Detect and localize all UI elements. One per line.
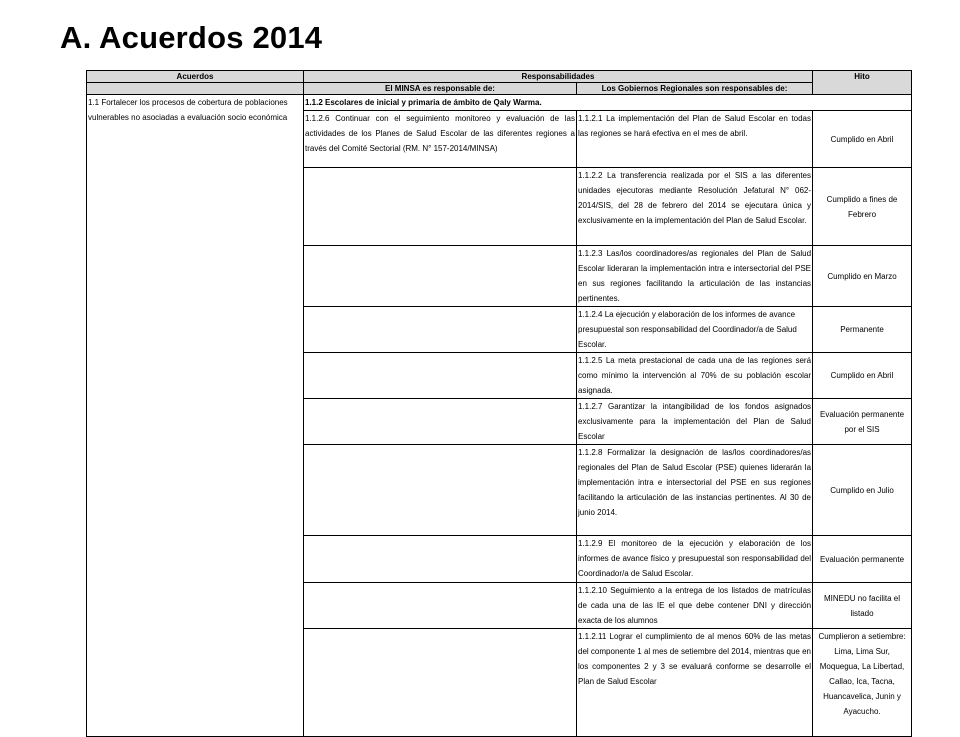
agreements-table (86, 70, 912, 737)
hito-cell: Evaluación permanente (813, 536, 912, 583)
header-row-top (87, 71, 912, 83)
minsa-cell (304, 399, 577, 445)
gobiernos-cell: 1.1.2.4 La ejecución y elaboración de los informes de avance presupuestal son responsabilidad del Coordinador/a de Salud Escolar. (577, 307, 813, 353)
minsa-cell (304, 445, 577, 536)
acuerdo-cell: 1.1 Fortalecer los procesos de cobertura de poblaciones vulnerables no asociadas a evaluación socio económica (87, 95, 304, 737)
section-title: 1.1.2 Escolares de inicial y primaria de ámbito de Qaly Warma. (304, 95, 912, 111)
hito-cell: Cumplido en Marzo (813, 246, 912, 307)
minsa-cell (304, 629, 577, 737)
header-gobiernos: Los Gobiernos Regionales son responsables de: (577, 83, 813, 95)
section-row (87, 95, 912, 111)
minsa-cell (304, 246, 577, 307)
gobiernos-cell: 1.1.2.7 Garantizar la intangibilidad de los fondos asignados exclusivamente para la implementación del Plan de Salud Escolar (577, 399, 813, 445)
hito-cell: Evaluación permanente por el SIS (813, 399, 912, 445)
gobiernos-cell: 1.1.2.11 Lograr el cumplimiento de al menos 60% de las metas del componente 1 al mes de setiembre del 2014, mientras que en los componentes 2 y 3 se evaluará conforme se desarrolle el Plan de Salud Escolar (577, 629, 813, 737)
hito-cell: Cumplido en Abril (813, 111, 912, 168)
header-minsa: El MINSA es responsable de: (304, 83, 577, 95)
minsa-cell (304, 307, 577, 353)
gobiernos-cell: 1.1.2.9 El monitoreo de la ejecución y elaboración de los informes de avance físico y presupuestal son responsabilidad del Coordinador/a de Salud Escolar. (577, 536, 813, 583)
hito-cell: Cumplido a fines de Febrero (813, 168, 912, 246)
minsa-cell: 1.1.2.6 Continuar con el seguimiento monitoreo y evaluación de las actividades de los Planes de Salud Escolar de las diferentes regiones a través del Comité Sectorial (RM. N° 157-2014/MINSA) (304, 111, 577, 168)
minsa-cell (304, 168, 577, 246)
header-acuerdos: Acuerdos (87, 71, 304, 83)
header-row-sub (87, 83, 912, 95)
hito-cell: Cumplido en Abril (813, 353, 912, 399)
gobiernos-cell: 1.1.2.1 La implementación del Plan de Salud Escolar en todas las regiones se hará efectiva en el mes de abril. (577, 111, 813, 168)
header-hito: Hito (813, 71, 912, 95)
hito-cell: Cumplido en Julio (813, 445, 912, 536)
gobiernos-cell: 1.1.2.2 La transferencia realizada por el SIS a las diferentes unidades ejecutoras mediante Resolución Jefatural N° 062-2014/SIS, del 28 de febrero del 2014 se ejecutara única y exclusivamente en la implementación del Plan de Salud Escolar. (577, 168, 813, 246)
hito-cell: Cumplieron a setiembre: Lima, Lima Sur, Moquegua, La Libertad, Callao, Ica, Tacna, Huancavelica, Junin y Ayacucho. (813, 629, 912, 737)
header-acuerdos-blank (87, 83, 304, 95)
minsa-cell (304, 353, 577, 399)
hito-cell: Permanente (813, 307, 912, 353)
minsa-cell (304, 583, 577, 629)
gobiernos-cell: 1.1.2.8 Formalizar la designación de las/los coordinadores/as regionales del Plan de Salud Escolar (PSE) quienes liderarán la implementación intra e intersectorial del PSE en sus regiones facilitando la articulación de las instancias pertinentes. Al 30 de junio 2014. (577, 445, 813, 536)
gobiernos-cell: 1.1.2.3 Las/los coordinadores/as regionales del Plan de Salud Escolar lideraran la implementación intra e intersectorial del PSE en sus regiones facilitando la articulación de las instancias pertinentes. (577, 246, 813, 307)
gobiernos-cell: 1.1.2.5 La meta prestacional de cada una de las regiones será como mínimo la intervención al 70% de su población escolar asignada. (577, 353, 813, 399)
gobiernos-cell: 1.1.2.10 Seguimiento a la entrega de los listados de matrículas de cada una de las IE el que debe contener DNI y dirección exacta de los alumnos (577, 583, 813, 629)
hito-cell: MINEDU no facilita el listado (813, 583, 912, 629)
minsa-cell (304, 536, 577, 583)
header-responsabilidades: Responsabilidades (304, 71, 813, 83)
page-title: A. Acuerdos 2014 (60, 20, 323, 55)
